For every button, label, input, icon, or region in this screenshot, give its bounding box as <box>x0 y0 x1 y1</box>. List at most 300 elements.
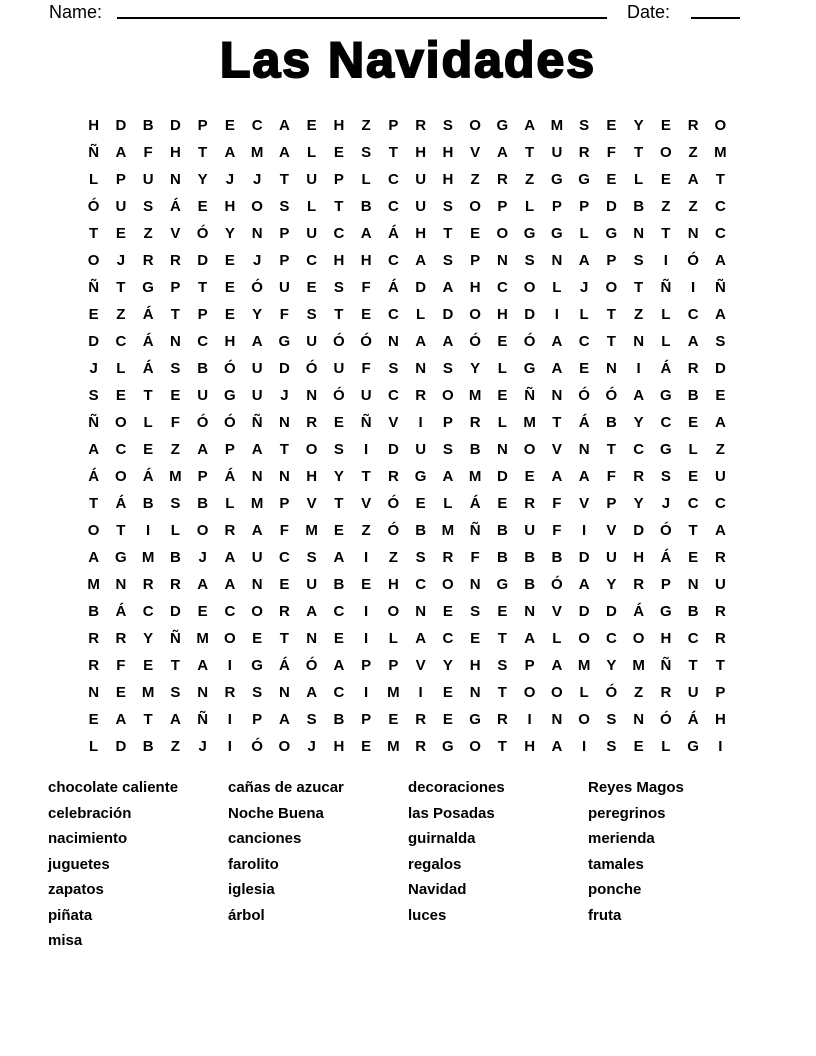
grid-cell: A <box>251 441 263 458</box>
grid-cell: U <box>415 198 427 215</box>
grid-cell: L <box>143 414 153 431</box>
grid-cell: U <box>278 279 290 296</box>
grid-cell: Ó <box>305 360 318 377</box>
grid-cell: N <box>197 684 209 701</box>
grid-cell: C <box>387 198 399 215</box>
grid-cell: E <box>88 306 99 323</box>
grid-cell: E <box>197 603 208 620</box>
grid-cell: Ó <box>333 387 345 404</box>
grid-cell: I <box>636 360 641 377</box>
word-list-item: Navidad <box>408 881 467 898</box>
grid-cell: N <box>169 171 181 188</box>
grid-cell: M <box>250 144 264 161</box>
grid-cell: E <box>224 117 235 134</box>
grid-row <box>80 571 734 598</box>
grid-cell: L <box>170 522 180 539</box>
grid-cell: T <box>661 225 671 242</box>
grid-cell: Á <box>224 468 236 485</box>
grid-cell: I <box>663 252 668 269</box>
grid-cell: O <box>660 144 672 161</box>
grid-cell: C <box>687 495 699 512</box>
grid-cell: G <box>551 171 563 188</box>
grid-cell: A <box>169 711 181 728</box>
grid-cell: Ó <box>360 333 372 350</box>
grid-cell: D <box>115 738 127 755</box>
grid-cell: Á <box>88 468 100 485</box>
grid-cell: R <box>633 468 645 485</box>
grid-cell: B <box>524 549 536 566</box>
grid-cell: G <box>523 225 536 242</box>
grid-cell: O <box>523 684 536 701</box>
grid-cell: Ó <box>251 279 263 296</box>
grid-cell: F <box>552 522 562 539</box>
grid-cell: U <box>605 549 617 566</box>
grid-cell: E <box>224 306 235 323</box>
grid-cell: E <box>115 387 126 404</box>
grid-cell: B <box>360 198 372 215</box>
grid-cell: T <box>606 333 616 350</box>
grid-cell: E <box>115 225 126 242</box>
grid-cell: T <box>715 171 725 188</box>
grid-cell: R <box>415 711 427 728</box>
grid-cell: G <box>115 549 127 566</box>
grid-cell: C <box>115 333 127 350</box>
grid-cell: S <box>170 495 181 512</box>
grid-cell: Á <box>142 468 154 485</box>
grid-cell: E <box>361 576 372 593</box>
grid-cell: H <box>415 225 427 242</box>
grid-cell: O <box>551 684 563 701</box>
grid-cell: L <box>579 225 589 242</box>
grid-cell: N <box>551 387 563 404</box>
grid-cell: G <box>660 441 672 458</box>
grid-cell: J <box>579 279 589 296</box>
grid-cell: Z <box>143 225 153 242</box>
grid-cell: Ñ <box>469 522 481 539</box>
grid-cell: D <box>633 522 645 539</box>
grid-cell: S <box>279 198 290 215</box>
word-list-item: guirnalda <box>408 830 476 847</box>
grid-cell: C <box>714 495 726 512</box>
grid-cell: A <box>333 549 345 566</box>
grid-cell: M <box>550 117 564 134</box>
grid-cell: E <box>442 603 453 620</box>
grid-cell: U <box>415 441 427 458</box>
grid-cell: L <box>307 144 317 161</box>
grid-cell: U <box>251 387 263 404</box>
grid-cell: A <box>360 225 372 242</box>
word-list-item: piñata <box>48 906 93 924</box>
grid-cell: J <box>307 738 316 755</box>
word-search-grid <box>80 112 734 760</box>
grid-cell: O <box>251 603 263 620</box>
grid-cell: R <box>169 576 181 593</box>
grid-cell: N <box>496 441 508 458</box>
grid-cell: A <box>278 117 290 134</box>
grid-cell: M <box>305 522 318 539</box>
grid-cell: M <box>468 468 482 485</box>
grid-cell: S <box>361 144 372 161</box>
grid-cell: S <box>579 117 590 134</box>
grid-cell: E <box>715 387 726 404</box>
word-list-column <box>48 775 228 954</box>
grid-cell: Á <box>387 225 399 242</box>
word-list-item: merienda <box>588 830 655 847</box>
grid-cell: A <box>88 549 100 566</box>
grid-cell: R <box>142 576 154 593</box>
grid-cell: A <box>333 657 345 674</box>
grid-cell: F <box>279 306 289 323</box>
grid-cell: C <box>333 603 345 620</box>
page-title: Las Navidades <box>219 32 597 88</box>
grid-cell: P <box>115 171 126 188</box>
grid-row <box>80 193 734 220</box>
grid-cell: I <box>227 657 232 674</box>
word-list-item: cañas de azucar <box>228 779 344 796</box>
grid-cell: A <box>633 387 645 404</box>
grid-cell: N <box>115 576 127 593</box>
grid-cell: E <box>688 414 699 431</box>
grid-cell: L <box>361 171 371 188</box>
grid-cell: P <box>224 441 235 458</box>
grid-cell: J <box>198 738 207 755</box>
grid-row <box>80 706 734 733</box>
grid-cell: N <box>496 252 508 269</box>
grid-cell: Ó <box>469 333 481 350</box>
word-list-item: iglesia <box>228 881 275 898</box>
grid-cell: B <box>687 603 699 620</box>
grid-cell: A <box>442 333 454 350</box>
grid-cell: U <box>551 144 563 161</box>
grid-cell: S <box>333 279 344 296</box>
grid-cell: G <box>469 711 481 728</box>
grid-cell: S <box>143 198 154 215</box>
grid-cell: A <box>278 144 290 161</box>
grid-cell: E <box>470 225 481 242</box>
grid-row <box>80 112 734 139</box>
grid-cell: S <box>660 468 671 485</box>
grid-cell: R <box>278 603 290 620</box>
grid-cell: P <box>252 711 263 728</box>
grid-cell: M <box>468 387 482 404</box>
grid-cell: H <box>333 252 345 269</box>
grid-cell: C <box>387 306 399 323</box>
grid-cell: E <box>688 549 699 566</box>
grid-cell: T <box>525 144 535 161</box>
grid-cell: A <box>197 441 209 458</box>
grid-row <box>80 733 734 760</box>
grid-cell: S <box>442 117 453 134</box>
grid-cell: O <box>714 117 727 134</box>
grid-cell: T <box>334 495 344 512</box>
grid-cell: A <box>578 468 590 485</box>
grid-cell: H <box>333 738 345 755</box>
grid-cell: S <box>715 333 726 350</box>
grid-cell: P <box>551 198 562 215</box>
grid-cell: P <box>470 252 481 269</box>
grid-cell: E <box>88 711 99 728</box>
grid-row <box>80 220 734 247</box>
grid-cell: D <box>524 306 536 323</box>
grid-cell: J <box>661 495 671 512</box>
grid-cell: P <box>361 657 372 674</box>
grid-cell: T <box>116 279 126 296</box>
grid-cell: T <box>606 441 616 458</box>
grid-cell: N <box>687 225 699 242</box>
grid-cell: T <box>170 657 180 674</box>
grid-cell: L <box>225 495 235 512</box>
grid-cell: S <box>333 441 344 458</box>
grid-cell: C <box>333 225 345 242</box>
grid-cell: T <box>497 630 507 647</box>
grid-cell: E <box>633 738 644 755</box>
grid-cell: S <box>497 657 508 674</box>
grid-cell: Z <box>170 738 180 755</box>
grid-cell: D <box>387 441 399 458</box>
grid-cell: U <box>251 549 263 566</box>
grid-cell: G <box>605 225 618 242</box>
word-list-item: Reyes Magos <box>588 779 684 796</box>
grid-cell: N <box>551 252 563 269</box>
grid-row <box>80 409 734 436</box>
grid-cell: B <box>142 738 154 755</box>
grid-cell: O <box>578 630 590 647</box>
grid-cell: Y <box>633 117 644 134</box>
grid-cell: H <box>469 279 481 296</box>
grid-cell: A <box>714 252 726 269</box>
grid-cell: H <box>524 738 536 755</box>
grid-cell: F <box>116 657 126 674</box>
grid-cell: A <box>687 171 699 188</box>
grid-cell: U <box>306 225 318 242</box>
grid-cell: P <box>197 117 208 134</box>
grid-row <box>80 328 734 355</box>
grid-cell: U <box>115 198 127 215</box>
grid-cell: E <box>579 360 590 377</box>
grid-cell: T <box>143 387 153 404</box>
grid-cell: C <box>142 603 154 620</box>
grid-cell: E <box>660 117 671 134</box>
grid-cell: U <box>142 171 154 188</box>
grid-cell: Ó <box>660 522 672 539</box>
grid-cell: A <box>197 657 209 674</box>
grid-cell: B <box>333 711 345 728</box>
grid-cell: N <box>251 468 263 485</box>
grid-cell: I <box>364 441 369 458</box>
grid-cell: O <box>305 441 318 458</box>
grid-cell: I <box>418 684 423 701</box>
grid-cell: Y <box>442 657 453 674</box>
grid-cell: I <box>582 522 587 539</box>
grid-cell: O <box>387 603 400 620</box>
grid-cell: P <box>170 279 181 296</box>
grid-cell: S <box>442 441 453 458</box>
grid-cell: B <box>142 117 154 134</box>
grid-cell: R <box>442 549 454 566</box>
grid-cell: V <box>551 441 562 458</box>
grid-cell: A <box>551 360 563 377</box>
grid-cell: A <box>578 252 590 269</box>
grid-cell: T <box>198 279 208 296</box>
grid-cell: B <box>415 522 427 539</box>
grid-cell: T <box>198 144 208 161</box>
grid-cell: A <box>551 468 563 485</box>
grid-cell: M <box>196 630 209 647</box>
grid-cell: T <box>143 711 153 728</box>
grid-cell: P <box>197 306 208 323</box>
grid-cell: L <box>552 630 562 647</box>
grid-cell: C <box>578 333 590 350</box>
grid-cell: S <box>306 549 317 566</box>
grid-cell: S <box>470 603 481 620</box>
grid-cell: T <box>497 738 507 755</box>
grid-cell: P <box>524 657 535 674</box>
grid-cell: N <box>278 414 290 431</box>
grid-cell: O <box>115 414 127 431</box>
grid-cell: P <box>279 225 290 242</box>
word-list-item: luces <box>408 906 447 924</box>
grid-cell: R <box>524 495 536 512</box>
grid-cell: N <box>633 333 645 350</box>
grid-cell: U <box>687 684 699 701</box>
grid-cell: D <box>169 603 181 620</box>
grid-cell: Z <box>388 549 398 566</box>
grid-cell: L <box>525 198 535 215</box>
grid-cell: D <box>578 549 590 566</box>
grid-cell: N <box>278 684 290 701</box>
grid-cell: N <box>415 603 427 620</box>
grid-cell: M <box>387 684 400 701</box>
grid-cell: Ó <box>305 657 318 674</box>
grid-cell: H <box>415 144 427 161</box>
grid-cell: I <box>718 738 723 755</box>
grid-cell: M <box>141 549 155 566</box>
grid-cell: D <box>197 252 209 269</box>
grid-cell: M <box>577 657 591 674</box>
grid-cell: Y <box>606 657 617 674</box>
grid-cell: R <box>469 414 481 431</box>
grid-cell: R <box>415 387 427 404</box>
grid-cell: E <box>143 657 154 674</box>
grid-cell: Y <box>470 360 481 377</box>
grid-cell: N <box>469 576 481 593</box>
grid-cell: J <box>280 387 289 404</box>
grid-cell: Ó <box>687 252 699 269</box>
grid-cell: R <box>224 522 236 539</box>
grid-cell: Ó <box>387 495 400 512</box>
grid-cell: M <box>523 414 536 431</box>
grid-cell: Z <box>170 441 180 458</box>
grid-cell: Ñ <box>169 630 181 647</box>
grid-cell: B <box>605 414 617 431</box>
grid-cell: I <box>227 711 232 728</box>
grid-cell: F <box>143 144 153 161</box>
grid-cell: M <box>441 522 455 539</box>
grid-cell: T <box>89 225 99 242</box>
grid-cell: R <box>578 144 590 161</box>
grid-cell: I <box>418 414 423 431</box>
grid-cell: N <box>687 576 699 593</box>
grid-cell: U <box>333 360 345 377</box>
grid-cell: T <box>361 468 371 485</box>
grid-cell: E <box>224 252 235 269</box>
grid-cell: M <box>632 657 645 674</box>
grid-cell: Ó <box>87 198 100 215</box>
grid-cell: C <box>387 252 399 269</box>
grid-cell: A <box>415 333 427 350</box>
grid-cell: P <box>279 495 290 512</box>
grid-cell: D <box>88 333 100 350</box>
word-list-item: peregrinos <box>588 804 666 822</box>
grid-cell: T <box>116 522 126 539</box>
grid-cell: Y <box>606 576 617 593</box>
grid-cell: A <box>88 441 100 458</box>
grid-cell: Ñ <box>88 279 100 296</box>
grid-cell: Z <box>688 144 698 161</box>
grid-cell: L <box>579 306 589 323</box>
grid-cell: T <box>552 414 562 431</box>
grid-cell: Ñ <box>251 414 263 431</box>
grid-cell: A <box>442 279 454 296</box>
word-list-column <box>228 775 408 954</box>
grid-row <box>80 301 734 328</box>
grid-cell: L <box>116 360 126 377</box>
grid-cell: A <box>278 711 290 728</box>
grid-cell: F <box>361 279 371 296</box>
grid-cell: S <box>633 252 644 269</box>
grid-cell: Z <box>634 684 644 701</box>
grid-cell: V <box>361 495 372 512</box>
grid-cell: Ó <box>196 414 209 431</box>
grid-cell: R <box>660 684 672 701</box>
grid-cell: C <box>660 414 672 431</box>
word-list-item: regalos <box>408 855 462 873</box>
grid-cell: Ó <box>551 576 563 593</box>
grid-cell: U <box>251 360 263 377</box>
grid-cell: Á <box>469 495 481 512</box>
word-list-item: chocolate caliente <box>48 779 179 796</box>
grid-cell: Á <box>578 414 590 431</box>
grid-cell: P <box>388 657 399 674</box>
grid-cell: N <box>633 711 645 728</box>
grid-cell: S <box>442 252 453 269</box>
word-list-item: canciones <box>228 830 302 847</box>
grid-cell: E <box>115 684 126 701</box>
grid-cell: A <box>714 414 726 431</box>
grid-cell: Á <box>142 360 154 377</box>
grid-cell: C <box>333 684 345 701</box>
grid-cell: L <box>634 171 644 188</box>
grid-cell: C <box>278 549 290 566</box>
grid-cell: Y <box>633 414 644 431</box>
grid-cell: T <box>279 630 289 647</box>
grid-cell: J <box>225 171 235 188</box>
grid-cell: E <box>333 522 344 539</box>
grid-cell: V <box>306 495 317 512</box>
grid-cell: I <box>364 603 369 620</box>
grid-cell: Ñ <box>524 387 536 404</box>
grid-cell: C <box>687 630 699 647</box>
grid-cell: P <box>279 252 290 269</box>
grid-cell: D <box>714 360 726 377</box>
grid-cell: O <box>632 630 645 647</box>
grid-cell: O <box>251 198 263 215</box>
grid-cell: J <box>198 549 207 566</box>
grid-cell: F <box>470 549 480 566</box>
grid-cell: B <box>551 549 563 566</box>
grid-cell: A <box>415 630 427 647</box>
grid-cell: L <box>89 738 99 755</box>
